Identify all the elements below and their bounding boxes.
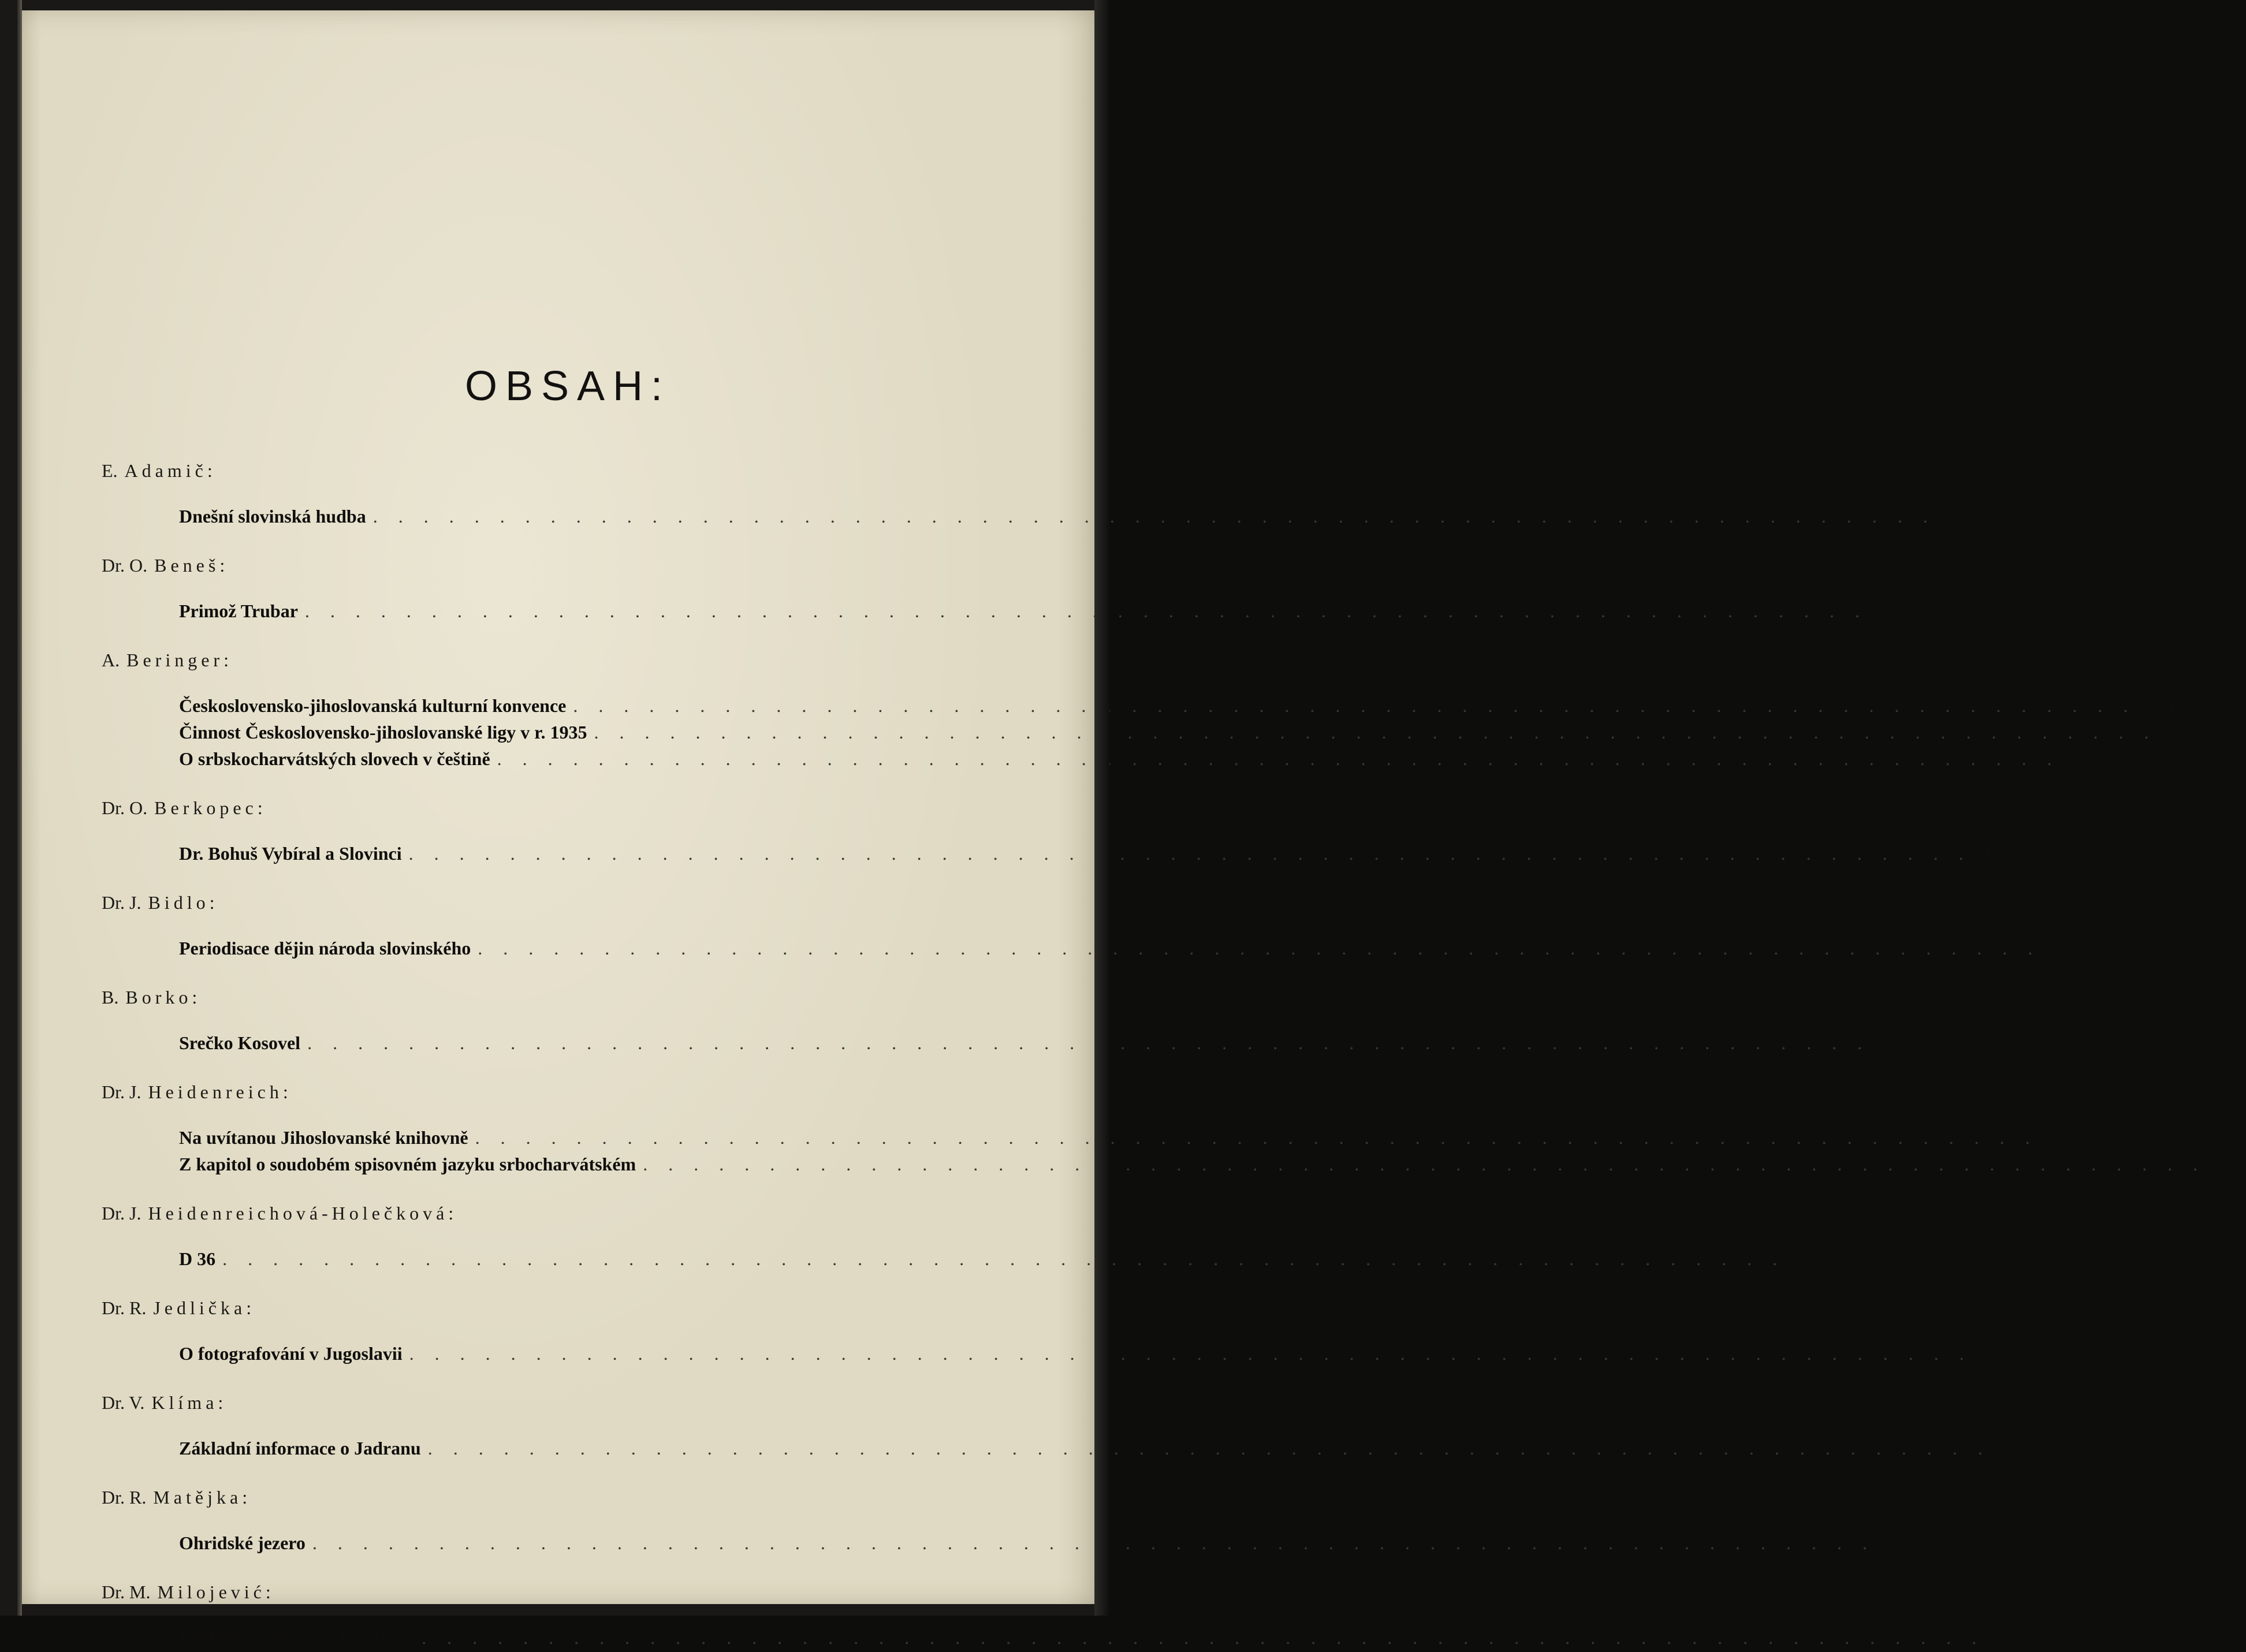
entry-title: O fotografování v Jugoslavii bbox=[179, 1343, 403, 1364]
dot-leader bbox=[222, 1245, 1785, 1272]
entry-title: Z kapitol o soudobém spisovném jazyku srbocharvátském bbox=[179, 1154, 636, 1174]
author-entries bbox=[102, 692, 2197, 772]
toc-entry bbox=[102, 1124, 2079, 1151]
author-surname: Heidenreich: bbox=[148, 1082, 292, 1102]
entry-title: Na uvítanou Jihoslovanské knihovně bbox=[179, 1127, 468, 1148]
dot-leader bbox=[497, 745, 2060, 772]
toc-entry bbox=[102, 935, 2081, 961]
toc-author bbox=[102, 1579, 979, 1605]
toc-author bbox=[102, 1295, 979, 1321]
toc-author bbox=[102, 890, 979, 915]
toc-entry bbox=[102, 1340, 2013, 1367]
author-surname: Berkopec: bbox=[154, 797, 267, 818]
dot-leader bbox=[478, 935, 2040, 961]
author-surname: Milojević: bbox=[157, 1582, 275, 1602]
dot-leader bbox=[643, 1151, 2206, 1177]
entry-title: Hudební výchova v Jugoslavii bbox=[179, 1627, 415, 1648]
page-title: OBSAH: bbox=[464, 363, 671, 409]
entry-title: Srečko Kosovel bbox=[179, 1032, 301, 1053]
author-entries bbox=[102, 1435, 2031, 1461]
entry-title: Dr. Bohuš Vybíral a Slovinci bbox=[179, 843, 402, 864]
dot-leader bbox=[422, 1624, 1984, 1651]
dot-leader bbox=[594, 719, 2157, 745]
entry-title: D 36 bbox=[179, 1248, 216, 1269]
author-entries bbox=[102, 1030, 1911, 1056]
author-surname: Bidlo: bbox=[148, 892, 219, 913]
author-entries bbox=[102, 1340, 2013, 1367]
toc-author bbox=[102, 1390, 979, 1415]
dot-leader bbox=[305, 598, 1868, 624]
toc-entry bbox=[102, 1624, 2025, 1651]
toc-entry bbox=[102, 598, 1908, 624]
author-initials: Dr. O. bbox=[102, 555, 148, 576]
page-number: 148 bbox=[1983, 845, 2012, 864]
author-initials: Dr. M. bbox=[102, 1582, 151, 1602]
toc-entry bbox=[102, 1030, 1911, 1056]
toc-entry bbox=[102, 1151, 2246, 1177]
author-initials: Dr. O. bbox=[102, 797, 148, 818]
page-number: 7 bbox=[2068, 1129, 2079, 1148]
toc-entry bbox=[102, 503, 1976, 529]
toc-author bbox=[102, 647, 979, 673]
page-number: 140 bbox=[2071, 750, 2100, 769]
toc-author bbox=[102, 1200, 979, 1226]
author-entries bbox=[102, 1245, 1826, 1272]
author-entries bbox=[102, 1624, 2025, 1651]
dot-leader bbox=[307, 1030, 1870, 1056]
entry-title: Periodisace dějin národa slovinského bbox=[179, 938, 471, 959]
author-initials: Dr. J. bbox=[102, 1203, 141, 1224]
author-surname: Borko: bbox=[125, 987, 202, 1008]
toc-entry bbox=[102, 840, 2012, 867]
author-entries bbox=[102, 935, 2081, 961]
entry-title: Československo-jihoslovanská kulturní konvence bbox=[179, 695, 567, 716]
toc-author bbox=[102, 795, 979, 821]
author-initials: B. bbox=[102, 987, 119, 1008]
author-entries bbox=[102, 1530, 1916, 1556]
toc-entry bbox=[102, 1435, 2031, 1461]
table-of-contents bbox=[102, 458, 2246, 1651]
author-entries bbox=[102, 503, 1976, 529]
author-initials: Dr. J. bbox=[102, 1082, 141, 1102]
page-number: 9 bbox=[2015, 1629, 2025, 1648]
author-surname: Matějka: bbox=[153, 1487, 252, 1508]
author-initials: E. bbox=[102, 460, 118, 481]
page-number: 25 bbox=[2178, 724, 2197, 743]
toc-entry bbox=[102, 719, 2197, 745]
page-number: 73 bbox=[1957, 508, 1976, 527]
toc-author bbox=[102, 458, 979, 483]
entry-title: Primož Trubar bbox=[179, 601, 298, 621]
toc-author bbox=[102, 1079, 979, 1105]
binding-edge bbox=[17, 0, 22, 1616]
toc-entry bbox=[102, 745, 2100, 772]
entry-title: Činnost Československo-jihoslovanské ligy v r. 1935 bbox=[179, 722, 587, 743]
author-surname: Klíma: bbox=[151, 1392, 228, 1413]
author-surname: Beneš: bbox=[154, 555, 229, 576]
author-initials: A. bbox=[102, 650, 120, 670]
page-number: 54 bbox=[2012, 1440, 2031, 1459]
dot-leader bbox=[409, 1340, 1972, 1367]
author-initials: Dr. J. bbox=[102, 892, 141, 913]
toc-entry bbox=[102, 1245, 1826, 1272]
page-number: 136 bbox=[2217, 1155, 2246, 1174]
author-entries bbox=[102, 598, 1908, 624]
entry-title: Ohridské jezero bbox=[179, 1532, 306, 1553]
toc-author bbox=[102, 1485, 979, 1510]
author-entries bbox=[102, 840, 2012, 867]
entry-title: Základní informace o Jadranu bbox=[179, 1438, 421, 1459]
page-number: 18 bbox=[1806, 1250, 1826, 1269]
entry-title: Dnešní slovinská hudba bbox=[179, 506, 366, 527]
author-surname: Heidenreichová-Holečková: bbox=[148, 1203, 458, 1224]
dot-leader bbox=[428, 1435, 1991, 1461]
author-surname: Jedlička: bbox=[153, 1297, 256, 1318]
author-initials: Dr. R. bbox=[102, 1297, 147, 1318]
dot-leader bbox=[475, 1124, 2038, 1151]
page-number: 104 bbox=[1879, 602, 1908, 621]
toc-author bbox=[102, 985, 979, 1010]
entry-title: O srbskocharvátských slovech v češtině bbox=[179, 748, 490, 769]
author-entries bbox=[102, 1124, 2246, 1177]
page-number: 77 bbox=[2061, 939, 2081, 959]
author-surname: Beringer: bbox=[126, 650, 233, 670]
dot-leader bbox=[312, 1530, 1875, 1556]
dot-leader bbox=[373, 503, 1936, 529]
page-sheet bbox=[17, 10, 2246, 1648]
page-number: 82 bbox=[1993, 1345, 2013, 1364]
author-initials: Dr. V. bbox=[102, 1392, 145, 1413]
toc-entry bbox=[102, 1530, 1916, 1556]
author-surname: Adamič: bbox=[124, 460, 217, 481]
dot-leader bbox=[573, 692, 2136, 719]
toc-entry bbox=[102, 692, 2177, 719]
page-number: 52 bbox=[1891, 1034, 1911, 1053]
toc-author bbox=[102, 553, 979, 578]
page-number: 1 bbox=[2166, 697, 2177, 716]
author-initials: Dr. R. bbox=[102, 1487, 147, 1508]
page-number: 85 bbox=[1896, 1534, 1916, 1553]
page-right-edge bbox=[1094, 0, 1109, 1616]
dot-leader bbox=[409, 840, 1972, 867]
